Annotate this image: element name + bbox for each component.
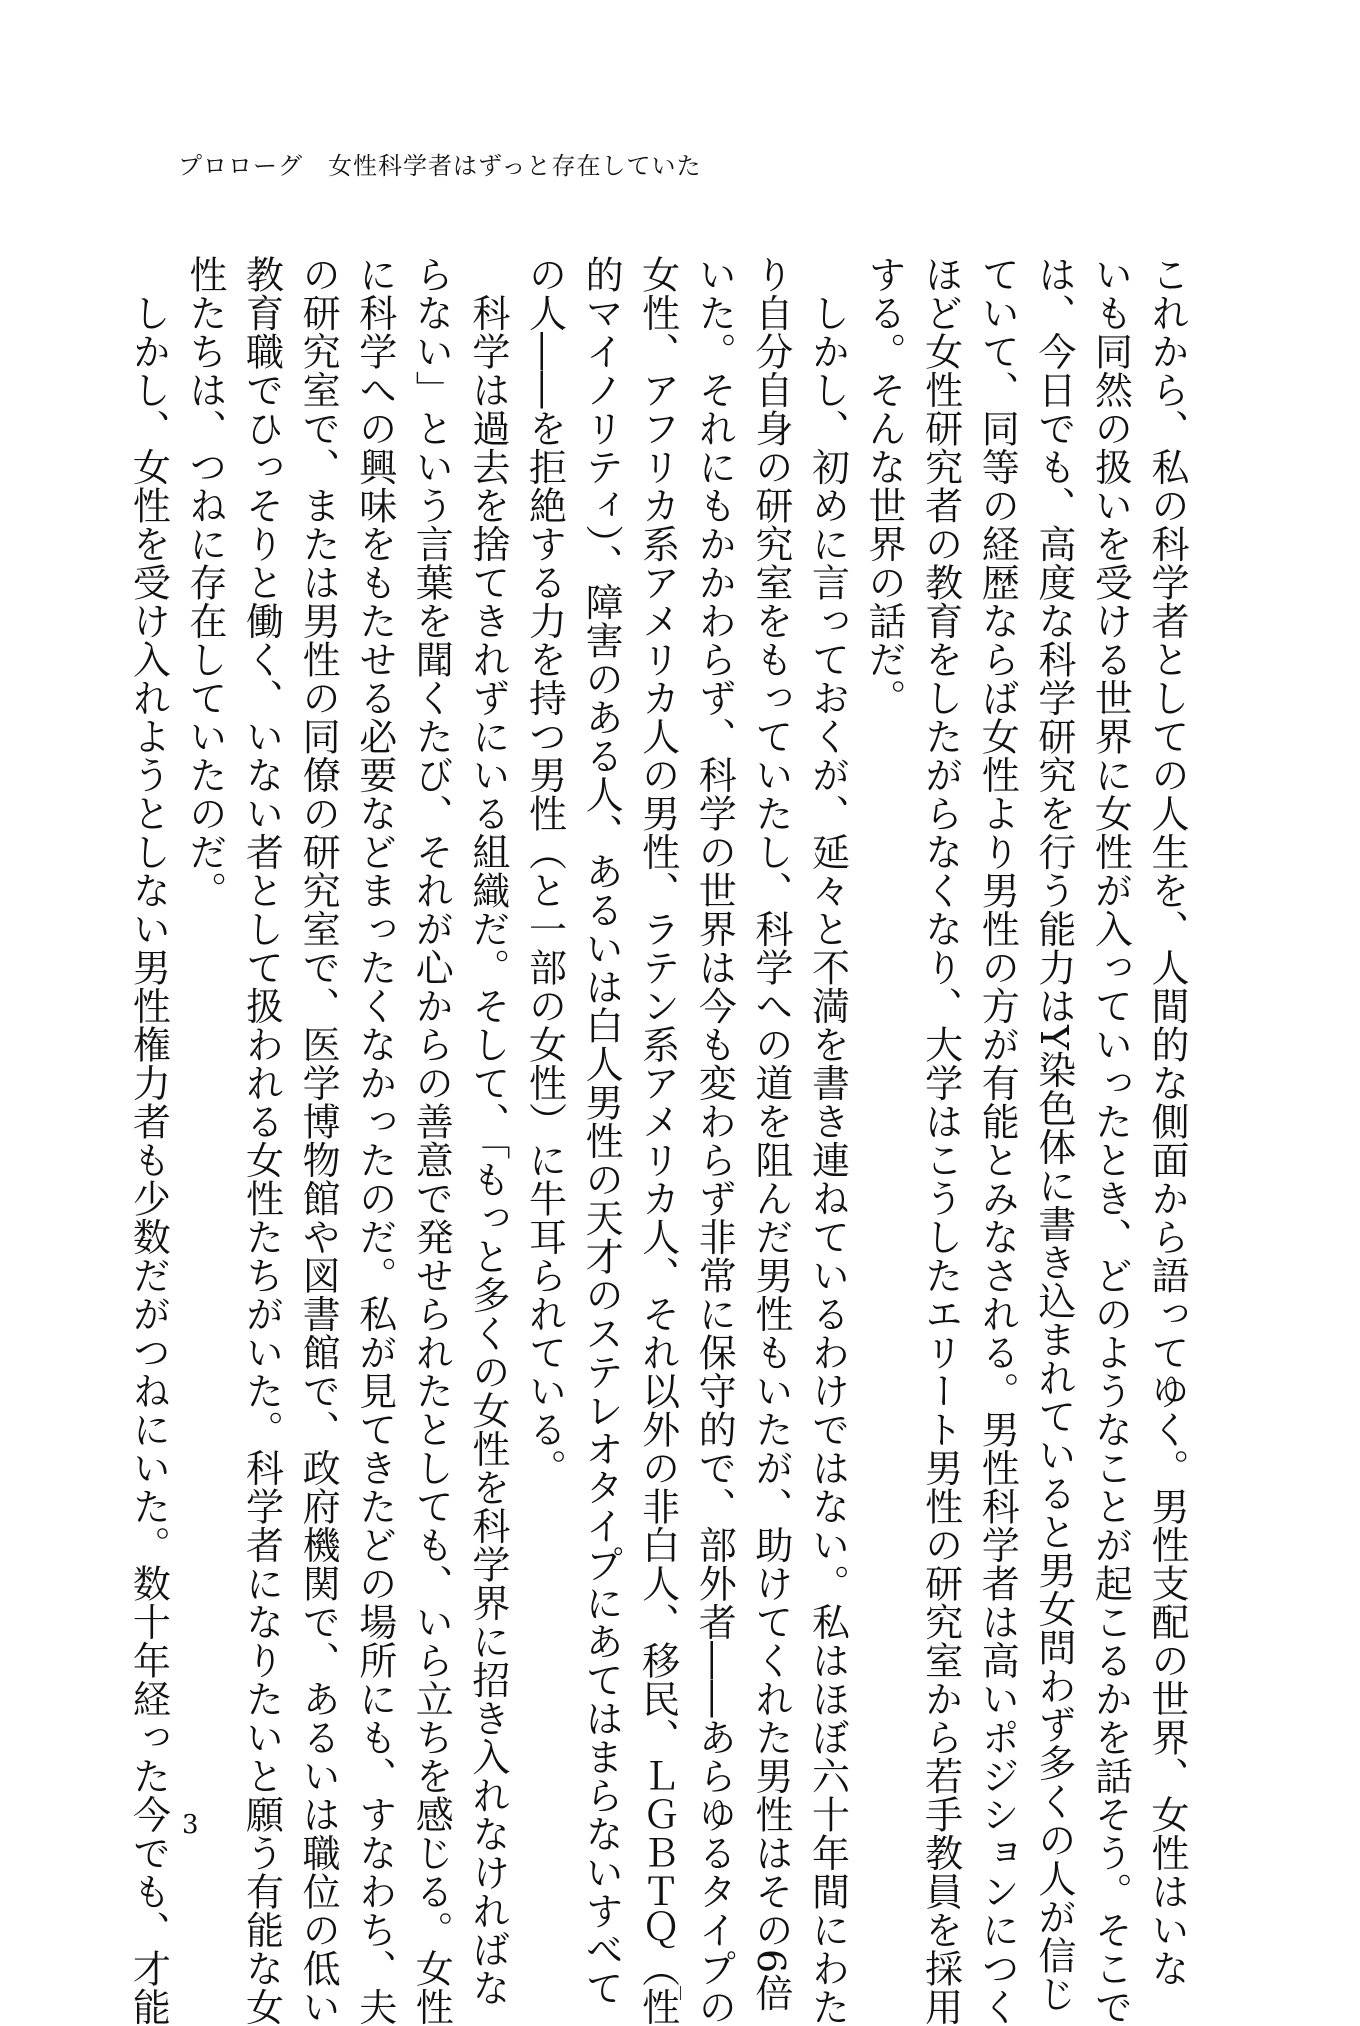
text-line: 科学は過去を捨てきれずにいる組織だ。そして、「もっと多くの女性を科学界に招き入れなければな: [465, 255, 510, 2007]
crop-mark: [680, 1986, 681, 2000]
text-line: しかし、女性を受け入れようとしない男性権力者も少数だがつねにいた。数十年経った今でも、才能: [126, 255, 171, 2026]
text-line: の研究室で、または男性の同僚の研究室で、医学博物館や図書館で、政府機関で、あるいは職位の低い: [296, 255, 341, 2026]
text-line: 的マイノリティ）、障害のある人、あるいは白人男性の天才のステレオタイプにあてはまらないすべて: [579, 255, 624, 2007]
body-text: [126, 255, 1195, 2026]
page-number: 3: [182, 1810, 199, 1840]
text-line: する。そんな世界の話だ。: [862, 255, 907, 717]
text-line: 性たちは、つねに存在していたのだ。: [182, 255, 227, 910]
text-line: に科学への興味をもたせる必要などまったくなかったのだ。私が見てきたどの場所にも、すなわち、夫: [352, 255, 397, 2026]
running-head-title: プロローグ 女性科学者はずっと存在していた: [178, 152, 702, 180]
text-line: いた。それにもかかわらず、科学の世界は今も変わらず非常に保守的で、部外者――あらゆるタイプの: [692, 255, 737, 2026]
text-line: らない」という言葉を聞くたび、それが心からの善意で発せられたとしても、いら立ちを感じる。女性: [409, 255, 454, 2026]
text-line: は、今日でも、高度な科学研究を行う能力はY染色体に書き込まれていると男女問わず多くの人が信じ: [1031, 255, 1076, 2014]
text-line: 教育職でひっそりと働く、いない者として扱われる女性たちがいた。科学者になりたいと願う有能な女: [239, 255, 284, 2026]
text-line: これから、私の科学者としての人生を、人間的な側面から語ってゆく。男性支配の世界、女性はいな: [1145, 255, 1189, 1988]
text-line: いも同然の扱いを受ける世界に女性が入っていったとき、どのようなことが起こるかを話そう。そこで: [1088, 255, 1133, 2026]
text-line: ほど女性研究者の教育をしたがらなくなり、大学はこうしたエリート男性の研究室から若手教員を採用: [918, 255, 963, 2026]
text-line: しかし、初めに言っておくが、延々と不満を書き連ねているわけではない。私はほぼ六十年間にわた: [805, 255, 850, 2026]
text-line: り自分自身の研究室をもっていたし、科学への道を阻んだ男性もいたが、助けてくれた男性はその6倍: [748, 255, 793, 2013]
text-line: の人――を拒絶する力を持つ男性（と一部の女性）に牛耳られている。: [522, 255, 567, 1487]
text-line: 女性、アフリカ系アメリカ人の男性、ラテン系アメリカ人、それ以外の非白人、移民、ＬＧＢＴＱ（性: [635, 255, 680, 2026]
text-line: ていて、同等の経歴ならば女性より男性の方が有能とみなされる。男性科学者は高いポジションにつく: [975, 255, 1020, 2026]
